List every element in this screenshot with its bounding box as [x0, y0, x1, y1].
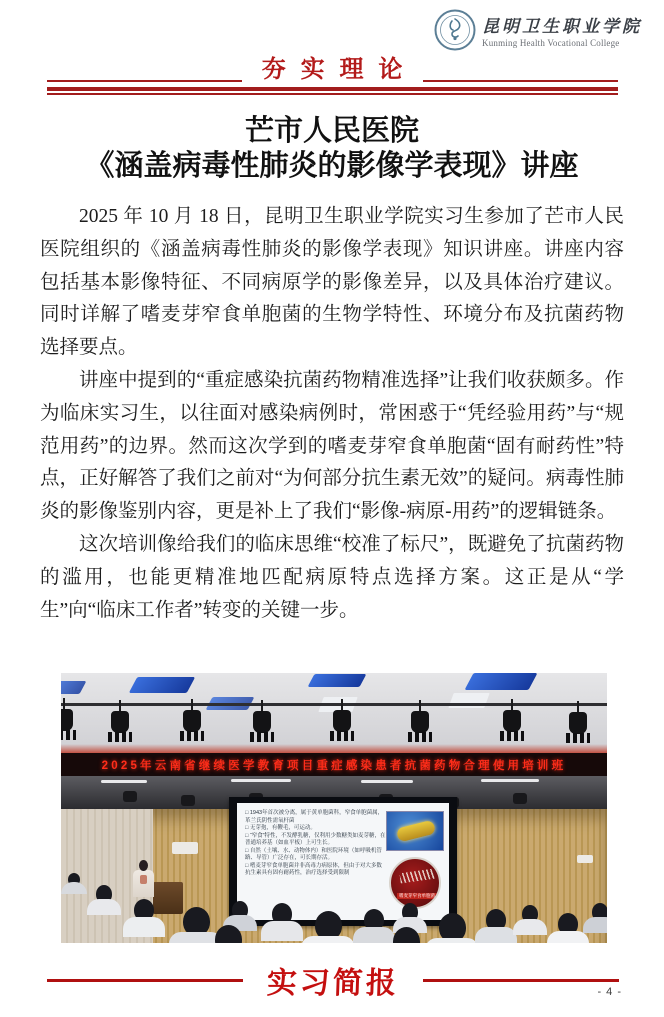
- truss-glint: [231, 779, 291, 782]
- page-number: - 4 -: [597, 986, 622, 998]
- audience-member: [123, 899, 165, 937]
- truss-fixture: [123, 791, 137, 802]
- article-title: [0, 114, 664, 184]
- truss-fixture: [181, 795, 195, 806]
- slide-text: □ 无芽孢，有鞭毛，可运动。: [245, 825, 316, 831]
- paragraph: 2025 年 10 月 18 日，昆明卫生职业学院实习生参加了芒市人民医院组织的《涵盖病毒性肺炎的影像学表现》知识讲座。讲座内容包括基本影像特征、不同病原学的影像差异，以及具体治疗建议。同时详解了嗜麦芽窄食单胞菌的生物学特性、环境分布及抗菌药物选择要点。: [40, 206, 624, 359]
- stage-light: [253, 711, 271, 733]
- article-title-line2: 《涵盖病毒性肺炎的影像学表现》讲座: [85, 150, 579, 182]
- led-ticker-text: 2025年云南省继续医学教育项目重症感染患者抗菌药物合理使用培训班: [101, 759, 567, 772]
- paragraph: 讲座中提到的“重症感染抗菌药物精准选择”让我们收获颇多。作为临床实习生，以往面对感染病例时，常困惑于“凭经验用药”与“规范用药”的边界。然而这次学到的嗜麦芽窄食单胞菌“固有耐药性”特点，正好解答了我们之前对“为何部分抗生素无效”的疑问。病毒性肺炎的影像鉴别内容，更是补上了我们“影像-病原-用药”的逻辑链条。: [40, 369, 624, 523]
- article-body: [40, 201, 624, 627]
- lighting-truss: [61, 703, 607, 706]
- stage-light: [61, 709, 73, 731]
- footer: [47, 958, 619, 1002]
- slide-text: □ 自然（土壤、水、动物体内）和医院环境（如呼吸机管路、导管）广泛存在，可长期存活。: [245, 847, 382, 861]
- petri-dish-image: [389, 857, 441, 909]
- led-glow: [61, 744, 607, 753]
- truss-glint: [481, 779, 539, 782]
- audience-member: [379, 927, 433, 943]
- bacteria-blob: [396, 820, 436, 843]
- footer-line-left: [47, 979, 243, 982]
- section-banner: [47, 56, 618, 95]
- lecture-hall-photo: [61, 673, 607, 943]
- speaker-badge: [140, 875, 147, 884]
- audience-member: [513, 905, 547, 935]
- stage-light: [503, 710, 521, 732]
- truss-glint: [101, 780, 147, 783]
- audience-member: [261, 903, 303, 941]
- skylight-panel: [464, 673, 537, 690]
- truss-glint: [361, 780, 413, 783]
- audience-member: [425, 913, 479, 943]
- culture-streak: [399, 869, 434, 884]
- audience-member: [87, 885, 121, 915]
- led-ticker: [61, 753, 607, 776]
- banner-rule-thin: [47, 93, 618, 95]
- college-seal-icon: [434, 9, 476, 51]
- college-logo: [434, 9, 642, 51]
- audience-member: [301, 911, 355, 943]
- slide-text: □ “窄食”特性，不发酵乳糖，仅利用少数糖类如麦芽糖，在普通培养基（如血平板）上可生长。: [245, 832, 386, 846]
- college-name-en: Kunming Health Vocational College: [482, 38, 620, 48]
- truss-fixture: [513, 793, 527, 804]
- slide-text: □ 1943年首次被分离，属于黄单胞菌科，窄食单胞菌属，革兰氏阴性需氧杆菌: [245, 810, 384, 824]
- skylight-panel: [129, 677, 196, 693]
- stage-light: [111, 711, 129, 733]
- section-banner-title: 夯实理论: [261, 56, 418, 83]
- banner-rule-thick: [47, 87, 618, 91]
- paragraph: 这次培训像给我们的临床思维“校准了标尺”，既避免了抗菌药物的滥用，也能更精准地匹配病原特点选择方案。这正是从“学生”向“临床工作者”转变的关键一步。: [40, 533, 624, 621]
- audience-member: [61, 873, 87, 894]
- skylight-panel: [308, 674, 367, 687]
- stage-light: [411, 711, 429, 733]
- stage-light: [333, 710, 351, 732]
- article-title-line1: 芒市人民医院: [244, 115, 419, 147]
- slide-text: □ 嗜麦芽窄食单胞菌并非高毒力病原体，但由于对大多数抗生素具有固有耐药性，治疗选择受到限制: [245, 862, 382, 876]
- banner-line-right: [423, 80, 618, 82]
- wall-switch: [577, 855, 593, 863]
- footer-label: 实习简报: [266, 967, 400, 1000]
- audience-member: [201, 925, 255, 943]
- dish-label: 嗜麦芽窄食单胞菌: [399, 893, 435, 898]
- audience-member: [475, 909, 517, 943]
- wall-vent: [172, 842, 198, 854]
- stage-light: [569, 712, 587, 734]
- speaker-head: [139, 860, 148, 871]
- audience-member: [583, 903, 607, 933]
- bacteria-micrograph: [386, 811, 444, 851]
- banner-line-left: [47, 80, 242, 82]
- college-name-cn: 昆明卫生职业学院: [482, 17, 642, 36]
- stage-light: [183, 710, 201, 732]
- footer-line-right: [423, 979, 619, 982]
